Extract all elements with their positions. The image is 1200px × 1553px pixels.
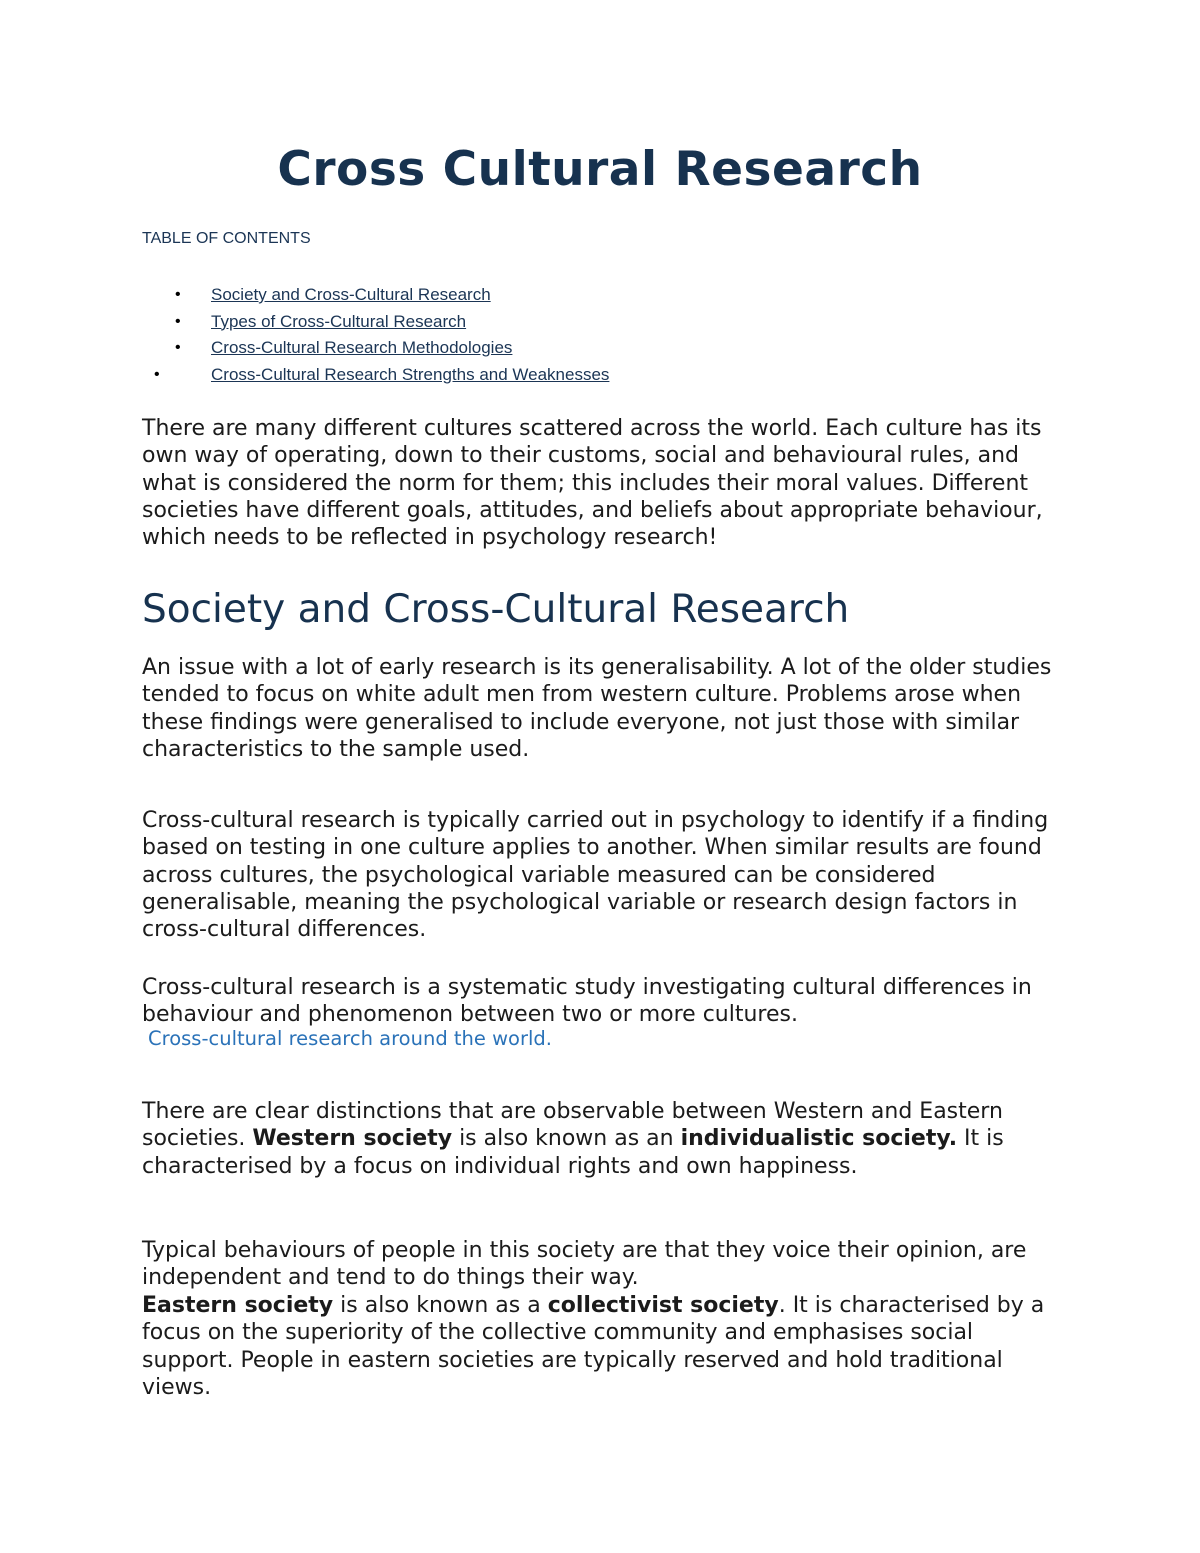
bold-western-society: Western society (252, 1126, 453, 1152)
toc-link-strengths-weaknesses[interactable]: Cross-Cultural Research Strengths and Weaknesses (211, 364, 610, 384)
bold-eastern-society: Eastern society (142, 1293, 334, 1318)
paragraph-definition: Cross-cultural research is a systematic study investigating cultural differences in behaviour and phenomenon between two or more cultures. (142, 975, 1032, 1028)
text-run: is also known as a (333, 1293, 548, 1318)
image-caption: Cross-cultural research around the world. (148, 1027, 552, 1050)
paragraph-cross-cultural-purpose: Cross-cultural research is typically carried out in psychology to identify if a finding based on testing in one culture applies to another. When similar results are found across cultures, the psychological variable measured can be considered generalisable, meaning the psychological variable or research design factors in cross-cultural differences. (142, 808, 1049, 943)
toc-link-society[interactable]: Society and Cross-Cultural Research (211, 285, 491, 304)
intro-paragraph: There are many different cultures scattered across the world. Each culture has its own way of operating, down to their customs, social and behavioural rules, and what is considered the norm for them; this includes their moral values. Different societies have different goals, attitudes, and beliefs about appropriate behaviour, which needs to be reflected in psychology research! (142, 416, 1043, 551)
section-heading: Society and Cross-Cultural Research (142, 587, 850, 632)
bold-collectivist-society: collectivist society (547, 1293, 779, 1318)
toc-label: TABLE OF CONTENTS (142, 230, 311, 247)
bullet-icon: • (175, 339, 181, 356)
paragraph-typical-behaviours: Typical behaviours of people in this society are that they voice their opinion, are independent and tend to do things their way. (142, 1238, 1027, 1291)
paragraph-generalisability: An issue with a lot of early research is its generalisability. A lot of the older studies tended to focus on white adult men from western culture. Problems arose when these findings were generalised to include everyone, not just those with similar characteristics to the sample used. (142, 655, 1052, 762)
text-run: is also known as an (452, 1126, 681, 1152)
toc-link-types[interactable]: Types of Cross-Cultural Research (211, 311, 467, 331)
paragraph-western-society (142, 1098, 1067, 1180)
text-run: . It is characterised by a focus on the superiority of the collective community and emphasises social support. People in eastern societies are typically reserved and hold traditional views. (142, 1293, 1045, 1400)
bullet-icon: • (175, 312, 181, 330)
text-run: There are clear distinctions that are observable between Western and Eastern societies. (142, 1099, 1003, 1152)
toc-link-methodologies[interactable]: Cross-Cultural Research Methodologies (211, 338, 513, 357)
paragraph-eastern-society (142, 1292, 1067, 1401)
bold-individualistic-society: individualistic society. (680, 1126, 958, 1152)
page-title: Cross Cultural Research (277, 142, 923, 197)
text-run: It is characterised by a focus on individual rights and own happiness. (142, 1126, 1004, 1179)
bullet-icon: • (154, 365, 160, 383)
bullet-icon: • (175, 286, 181, 303)
